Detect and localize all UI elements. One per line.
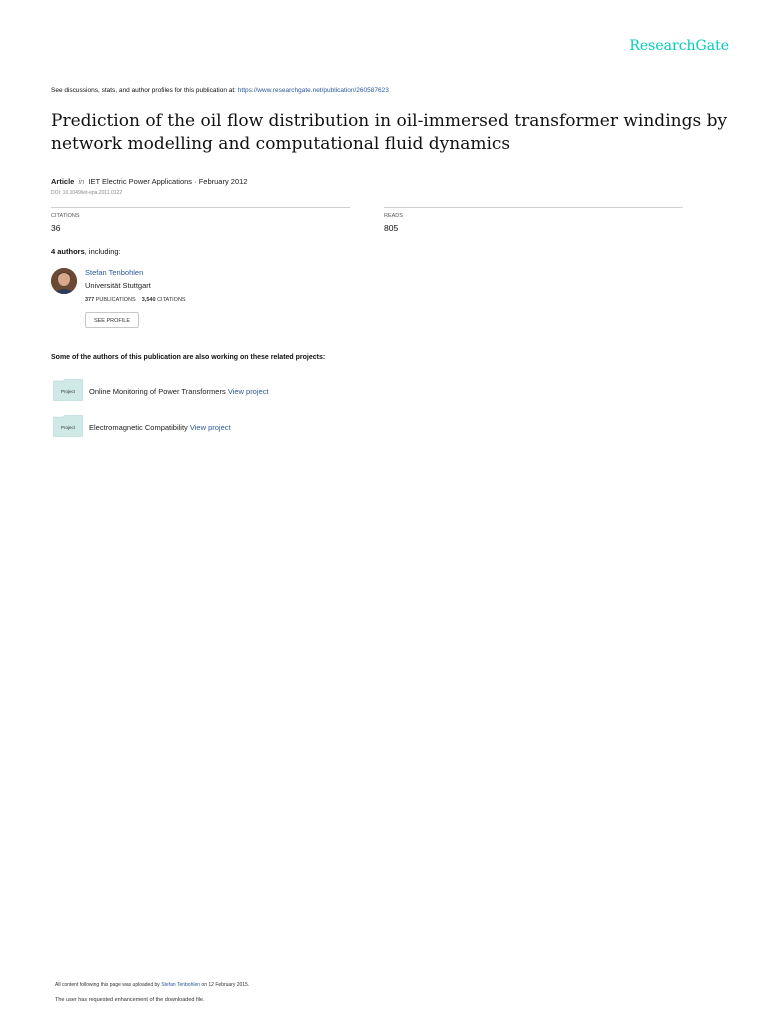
author-stats [85, 297, 186, 303]
author-citations-count: 3,540 [141, 297, 156, 303]
project-icon-label: Project [60, 425, 75, 430]
authors-count-suffix: , including: [84, 247, 121, 256]
uploader-link[interactable]: Stefan Tenbohlen [161, 982, 201, 988]
discussion-line [51, 87, 389, 94]
reads-value: 805 [384, 223, 399, 233]
reads-label: READS [384, 213, 403, 219]
view-project-link[interactable]: View project [189, 423, 231, 432]
view-project-link[interactable]: View project [227, 387, 269, 396]
discussion-prefix: See discussions, stats, and author profiles for this publication at: [51, 87, 238, 94]
author-citations-label: CITATIONS [157, 297, 186, 303]
project-name: Online Monitoring of Power Transformers [89, 387, 228, 396]
authors-count: 4 authors [51, 247, 85, 256]
publication-meta [51, 177, 247, 186]
project-item[interactable] [53, 379, 83, 406]
author-name-link[interactable]: Stefan Tenbohlen [85, 268, 144, 277]
author-publications-label: PUBLICATIONS [95, 297, 136, 303]
upload-note [55, 982, 249, 988]
publication-title: Prediction of the oil flow distribution in oil-immersed transformer windings by network modelling and computational fluid dynamics [51, 111, 728, 154]
authors-heading [51, 247, 121, 256]
see-profile-button[interactable]: SEE PROFILE [85, 312, 139, 328]
author-photo-icon [51, 268, 77, 294]
author-institution: Universität Stuttgart [85, 281, 151, 290]
enhancement-note: The user has requested enhancement of the downloaded file. [55, 997, 205, 1003]
publication-url-link[interactable]: https://www.researchgate.net/publication/260587623 [237, 87, 389, 94]
reads-divider [384, 207, 683, 208]
citations-label: CITATIONS [51, 213, 80, 219]
citations-value: 36 [51, 223, 61, 233]
project-icon-label: Project [60, 389, 75, 394]
avatar[interactable] [51, 268, 77, 294]
project-name: Electromagnetic Compatibility [89, 423, 190, 432]
upload-suffix: on 12 February 2015. [200, 982, 250, 988]
author-publications-count: 377 [85, 297, 95, 303]
citations-divider [51, 207, 350, 208]
publication-type: Article [51, 177, 75, 186]
project-title [89, 423, 231, 432]
project-item[interactable] [53, 415, 83, 442]
researchgate-logo[interactable]: ResearchGate [629, 38, 729, 54]
related-projects-heading: Some of the authors of this publication are also working on these related projects: [51, 354, 326, 361]
in-label: in [78, 177, 85, 186]
upload-prefix: All content following this page was uploaded by [55, 982, 162, 988]
journal-date: IET Electric Power Applications · February 2012 [88, 177, 248, 186]
doi: DOI: 10.1049/iet-epa.2011.0122 [51, 190, 123, 196]
project-title [89, 387, 269, 396]
